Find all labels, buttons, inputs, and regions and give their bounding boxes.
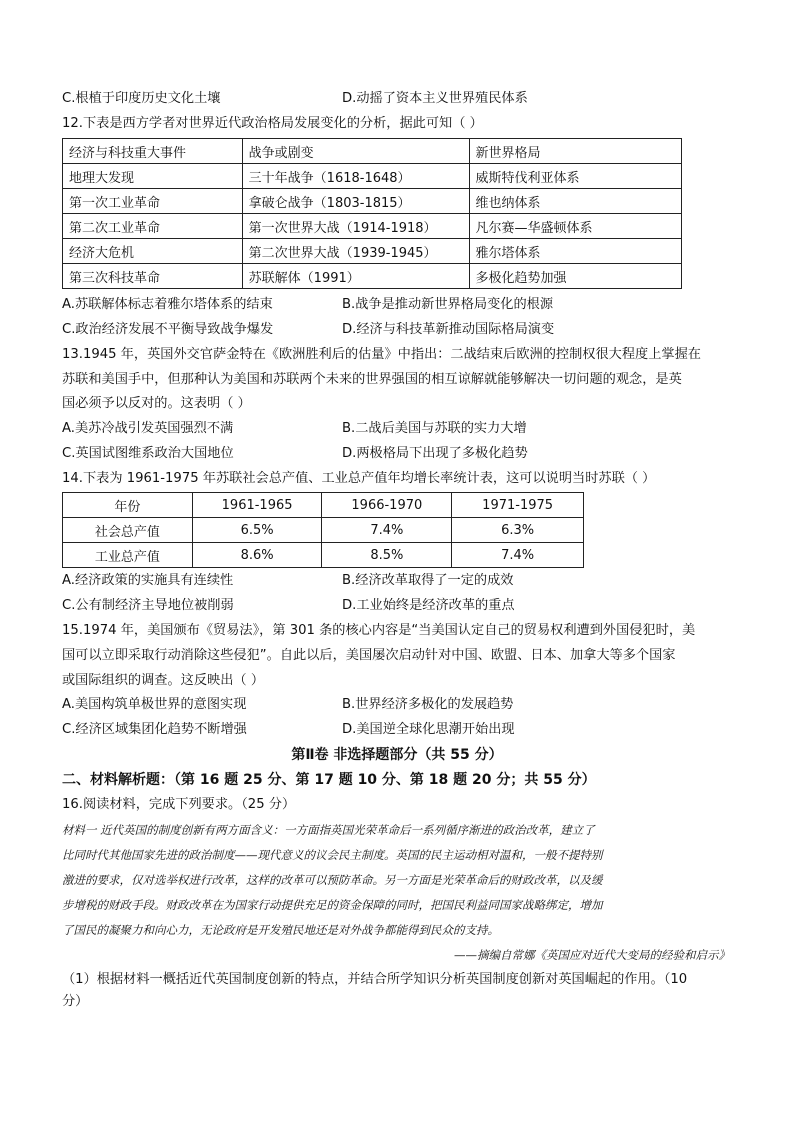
subquestion-line: （1）根据材料一概括近代英国制度创新的特点，并结合所学知识分析英国制度创新对英国崛起的作用。（10	[62, 972, 688, 987]
table-cell: 第三次科技革命	[63, 264, 243, 289]
q16-material-1	[62, 818, 732, 943]
q12-option-c: C.政治经济发展不平衡导致战争爆发	[62, 322, 274, 337]
table-header-cell: 战争或剧变	[242, 139, 469, 164]
q14-option-b: B.经济改革取得了一定的成效	[342, 573, 514, 588]
q14-stem: 14.下表为 1961-1975 年苏联社会总产值、工业总产值年均增长率统计表，这可以说明当时苏联（ ）	[62, 471, 656, 486]
q15-stem-line-3: 或国际组织的调查。这反映出（ ）	[62, 673, 265, 688]
table-header-row	[63, 493, 584, 518]
q15-option-d: D.美国逆全球化思潮开始出现	[342, 722, 515, 737]
table-cell: 三十年战争（1618-1648）	[242, 164, 469, 189]
table-cell: 社会总产值	[63, 518, 193, 543]
table-cell: 8.6%	[192, 543, 322, 568]
material-line: 比同时代其他国家先进的政治制度——现代意义的议会民主制度。英国的民主运动相对温和，一般不提特别	[62, 848, 603, 862]
table-cell: 多极化趋势加强	[469, 264, 682, 289]
q11-option-d: D.动摇了资本主义世界殖民体系	[342, 91, 528, 106]
table-cell: 工业总产值	[63, 543, 193, 568]
table-cell: 7.4%	[322, 518, 452, 543]
q15-option-a: A.美国构筑单极世界的意图实现	[62, 697, 247, 712]
table-cell: 拿破仑战争（1803-1815）	[242, 189, 469, 214]
table-cell: 6.3%	[452, 518, 584, 543]
table-row	[63, 543, 584, 568]
q11-option-c: C.根植于印度历史文化土壤	[62, 91, 221, 106]
q14-table	[62, 492, 584, 568]
table-cell: 地理大发现	[63, 164, 243, 189]
table-cell: 雅尔塔体系	[469, 239, 682, 264]
table-cell: 8.5%	[322, 543, 452, 568]
q13-stem-line-2: 苏联和美国手中，但那种认为美国和苏联两个未来的世界强国的相互谅解就能够解决一切问题的观念，是英	[62, 372, 682, 387]
table-header-cell: 年份	[63, 493, 193, 518]
part2-title: 第Ⅱ卷 非选择题部分（共 55 分）	[291, 747, 503, 763]
q12-table	[62, 138, 682, 289]
q12-stem: 12.下表是西方学者对世界近代政治格局发展变化的分析，据此可知（ ）	[62, 116, 483, 131]
q16-intro: 16.阅读材料，完成下列要求。（25 分）	[62, 797, 296, 812]
table-cell: 第二次工业革命	[63, 214, 243, 239]
table-cell: 威斯特伐利亚体系	[469, 164, 682, 189]
material-line: 步增税的财政手段。财政改革在为国家行动提供充足的资金保障的同时，把国民利益同国家战略绑定，增加	[62, 898, 603, 912]
q15-option-c: C.经济区域集团化趋势不断增强	[62, 722, 247, 737]
table-header-cell: 经济与科技重大事件	[63, 139, 243, 164]
table-cell: 经济大危机	[63, 239, 243, 264]
table-row	[63, 214, 682, 239]
q14-option-a: A.经济政策的实施具有连续性	[62, 573, 234, 588]
table-cell: 6.5%	[192, 518, 322, 543]
table-cell: 7.4%	[452, 543, 584, 568]
q15-stem-line-1: 15.1974 年，美国颁布《贸易法》，第 301 条的核心内容是“当美国认定自己的贸易权利遭到外国侵犯时，美	[62, 623, 696, 638]
q13-option-c: C.英国试图维系政治大国地位	[62, 446, 234, 461]
table-cell: 第二次世界大战（1939-1945）	[242, 239, 469, 264]
q13-option-b: B.二战后美国与苏联的实力大增	[342, 421, 527, 436]
material-line: 了国民的凝聚力和向心力，无论政府是开发殖民地还是对外战争都能得到民众的支持。	[62, 923, 499, 937]
table-cell: 第一次世界大战（1914-1918）	[242, 214, 469, 239]
q14-option-c: C.公有制经济主导地位被削弱	[62, 598, 234, 613]
subquestion-line: 分）	[62, 994, 89, 1009]
q12-option-b: B.战争是推动新世界格局变化的根源	[342, 297, 554, 312]
table-row	[63, 189, 682, 214]
table-header-cell: 1971-1975	[452, 493, 584, 518]
q16-subquestion-1	[62, 969, 734, 1013]
section-heading: 二、材料解析题：（第 16 题 25 分、第 17 题 10 分、第 18 题 20 分；共 55 分）	[62, 772, 596, 788]
table-cell: 维也纳体系	[469, 189, 682, 214]
q14-option-d: D.工业始终是经济改革的重点	[342, 598, 515, 613]
q13-stem-line-1: 13.1945 年，英国外交官萨金特在《欧洲胜利后的估量》中指出：二战结束后欧洲的控制权很大程度上掌握在	[62, 347, 701, 362]
q13-stem-line-3: 国必须予以反对的。这表明（ ）	[62, 396, 251, 411]
table-header-cell: 1961-1965	[192, 493, 322, 518]
table-row	[63, 164, 682, 189]
table-row	[63, 518, 584, 543]
table-cell: 苏联解体（1991）	[242, 264, 469, 289]
material-source: ——摘编自常娜《英国应对近代大变局的经验和启示》	[454, 948, 730, 962]
table-header-cell: 1966-1970	[322, 493, 452, 518]
table-row	[63, 239, 682, 264]
table-row	[63, 264, 682, 289]
material-line: 材料一 近代英国的制度创新有两方面含义：一方面指英国光荣革命后一系列循序渐进的政治改革，建立了	[62, 823, 595, 837]
q15-option-b: B.世界经济多极化的发展趋势	[342, 697, 514, 712]
q12-option-a: A.苏联解体标志着雅尔塔体系的结束	[62, 297, 273, 312]
table-cell: 第一次工业革命	[63, 189, 243, 214]
q15-stem-line-2: 国可以立即采取行动消除这些侵犯”。自此以后，美国屡次启动针对中国、欧盟、日本、加拿大等多个国家	[62, 648, 676, 663]
material-line: 激进的要求，仅对选举权进行改革，这样的改革可以预防革命。另一方面是光荣革命后的财政改革，以及缓	[62, 873, 603, 887]
q13-option-d: D.两极格局下出现了多极化趋势	[342, 446, 528, 461]
q13-option-a: A.美苏冷战引发英国强烈不满	[62, 421, 234, 436]
table-header-row	[63, 139, 682, 164]
table-header-cell: 新世界格局	[469, 139, 682, 164]
table-cell: 凡尔赛—华盛顿体系	[469, 214, 682, 239]
q12-option-d: D.经济与科技革新推动国际格局演变	[342, 322, 555, 337]
